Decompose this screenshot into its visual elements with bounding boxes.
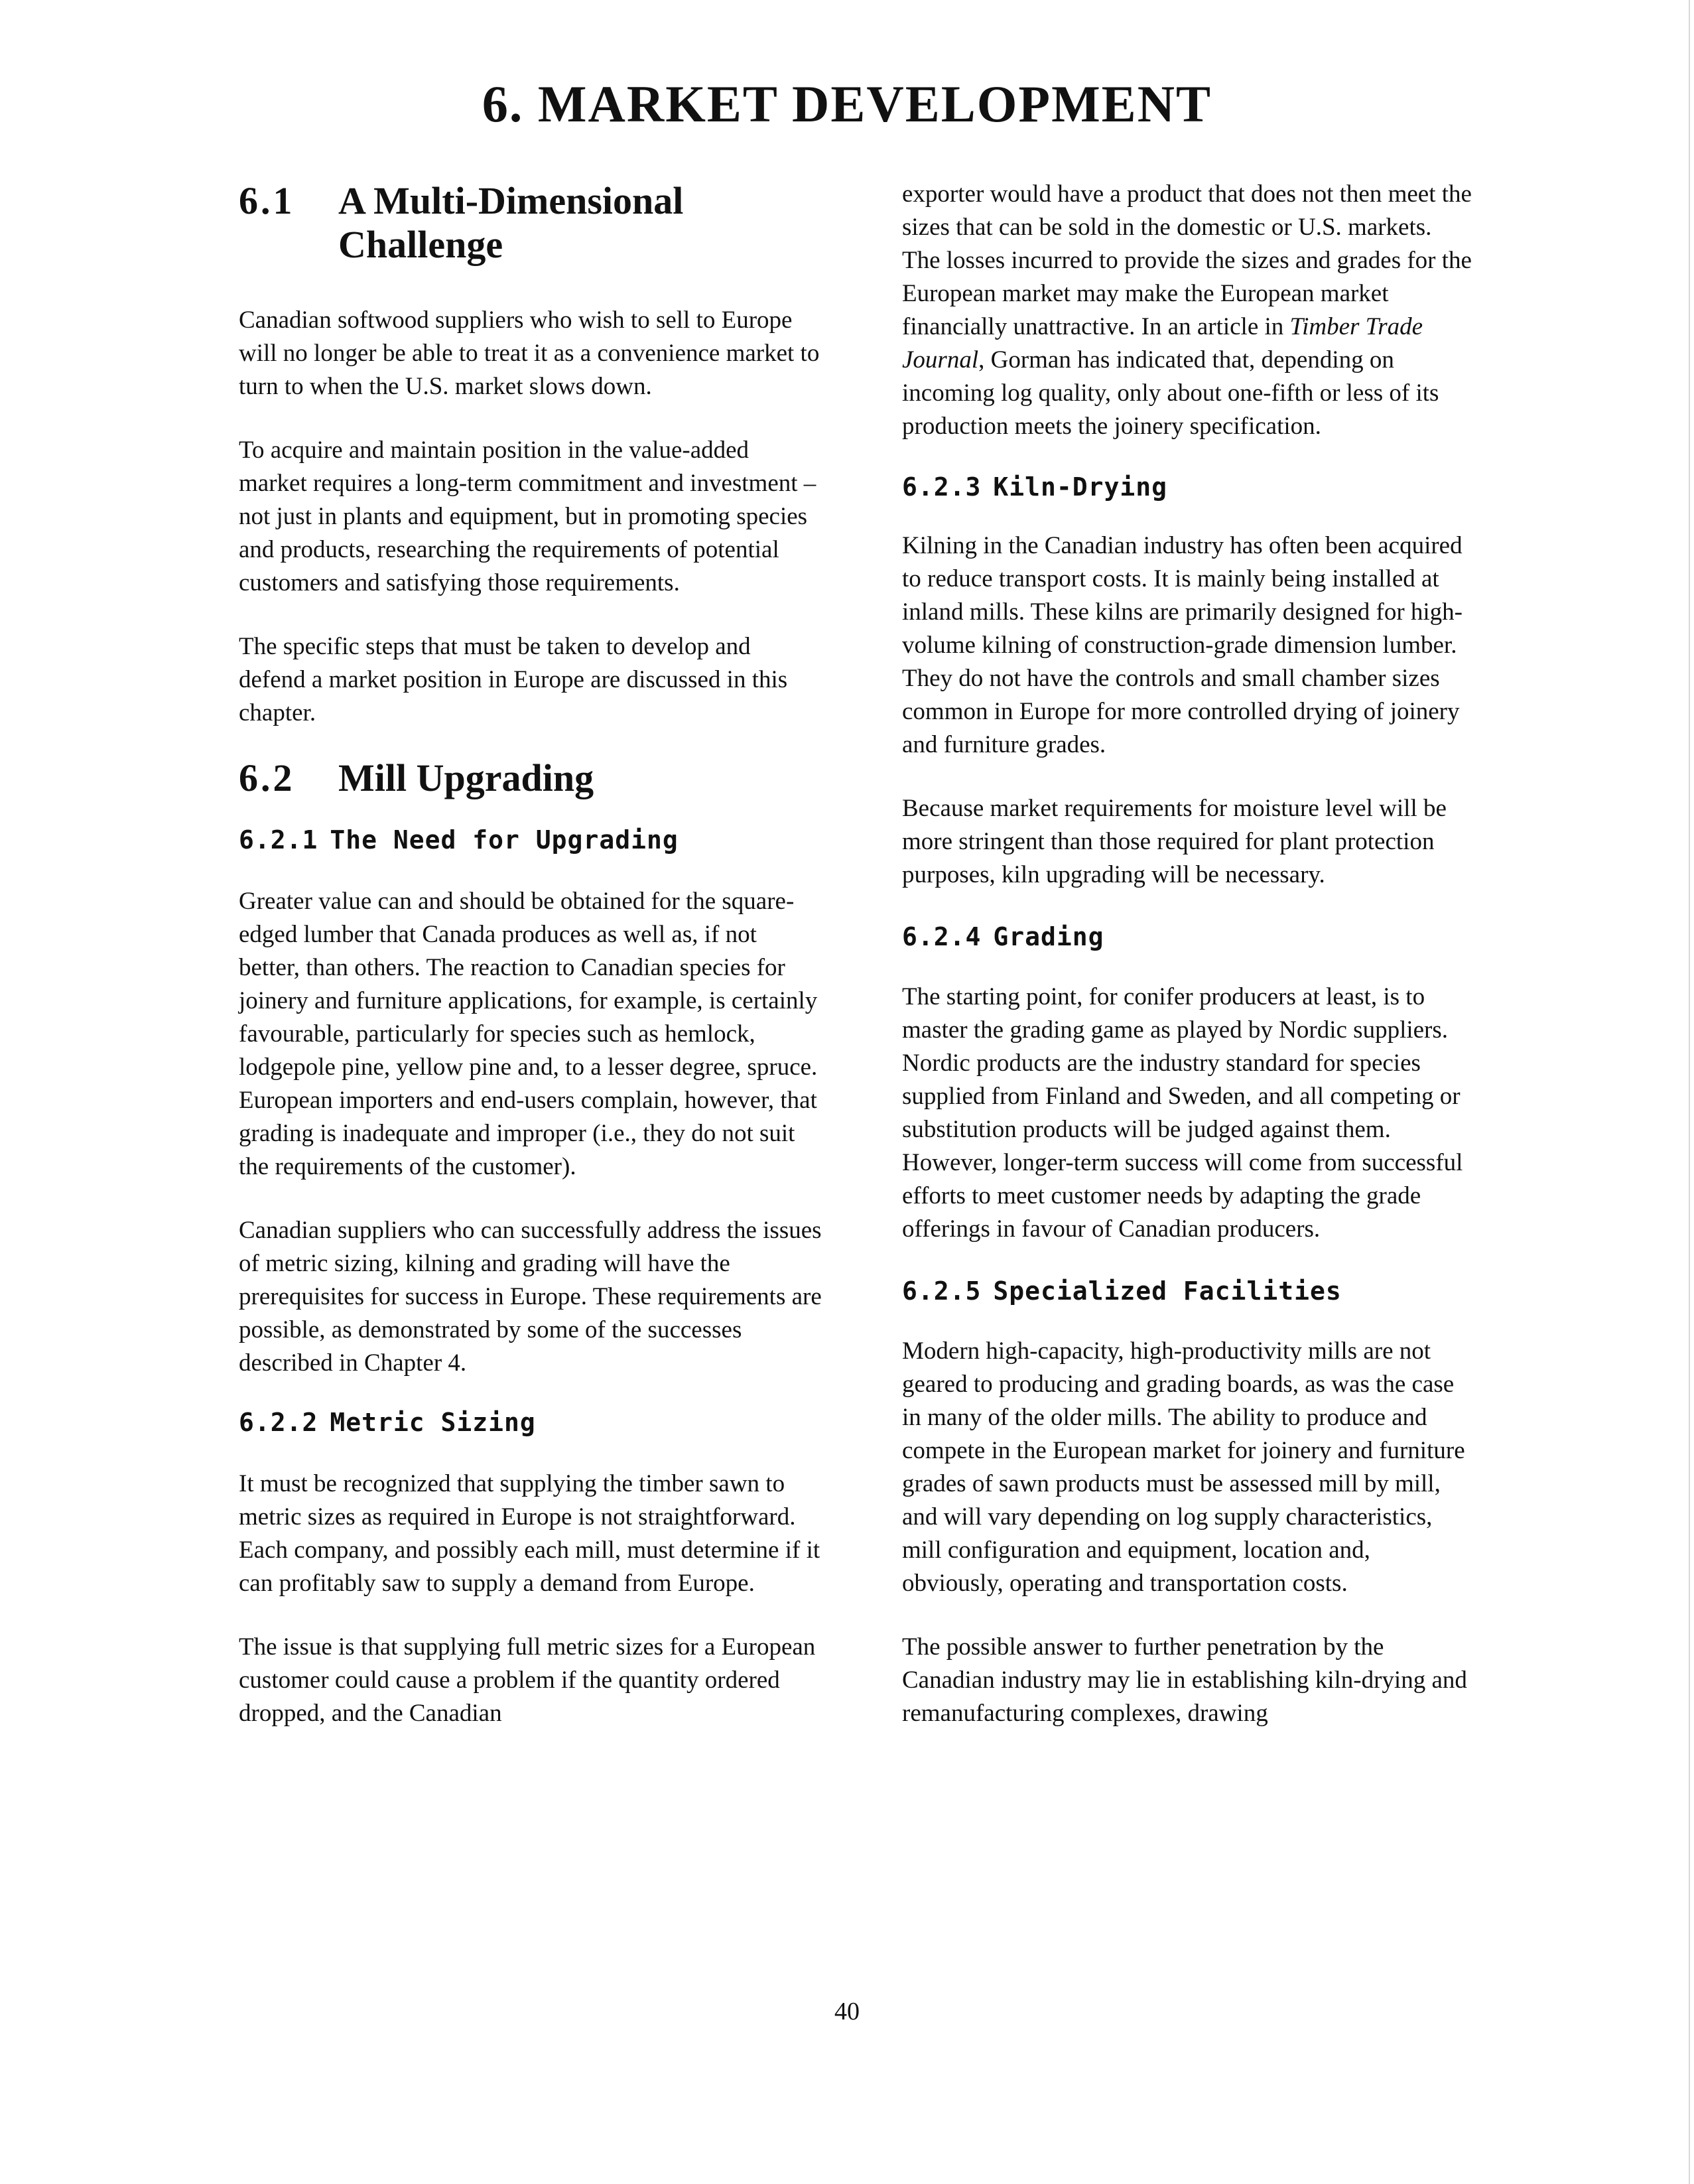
subsection-title: Grading [993, 922, 1104, 951]
paragraph: Greater value can and should be obtained for the square-edged lumber that Canada produces as well as, if not better, than others. The reaction to Canadian species for joinery and furniture applications, for example, is certainly favourable, particularly for species such as hemlock, lodgepole pine, yellow pine and, to a lesser degree, spruce. European importers and end-users complain, however, that grading is inadequate and improper (i.e., they do not suit the requirements of the customer). [239, 888, 818, 1180]
subsection-heading-6-2-4 [902, 922, 1472, 951]
journal-title: Timber Trade Journal [902, 313, 1423, 374]
subsection-number: 6.2.3 [902, 472, 982, 502]
section-title: Mill Upgrading [338, 756, 594, 799]
paragraph: Kilning in the Canadian industry has often been acquired to reduce transport costs. It is mainly being installed at inland mills. These kilns are primarily designed for high-volume kilning of construction-grade dimension lumber. They do not have the controls and small chamber sizes common in Europe for more controlled drying of joinery and furniture grades. [902, 532, 1463, 758]
paragraph: To acquire and maintain position in the value-added market requires a long-term commitment and investment – not just in plants and equipment, but in promoting species and products, researching the requirements of potential customers and satisfying those requirements. [239, 437, 816, 596]
paragraph: Canadian softwood suppliers who wish to sell to Europe will no longer be able to treat it as a convenience market to turn to when the U.S. market slows down. [239, 307, 820, 400]
section-heading-6-2 [239, 756, 822, 800]
paragraph: Canadian suppliers who can successfully address the issues of metric sizing, kilning and grading will have the prerequisites for success in Europe. These requirements are possible, as demonstrated by some of the successes described in Chapter 4. [239, 1217, 822, 1377]
text-span: , Gorman has indicated that, depending on incoming log quality, only about one-fifth or less of its production meets the joinery specification. [902, 346, 1439, 440]
paragraph: The specific steps that must be taken to develop and defend a market position in Europe are discussed in this chapter. [239, 633, 788, 726]
subsection-number: 6.2.5 [902, 1276, 982, 1306]
subsection-number: 6.2.1 [239, 825, 318, 854]
section-title: A Multi-Dimensional Challenge [338, 179, 684, 266]
right-column [902, 178, 1472, 1730]
paragraph: The starting point, for conifer producers at least, is to master the grading game as played by Nordic suppliers. Nordic products are the industry standard for species supplied from Finland and Sweden, and all competing or substitution products will be judged against them. However, longer-term success will come from successful efforts to meet customer needs by adapting the grade offerings in favour of Canadian producers. [902, 983, 1463, 1243]
section-number: 6.2 [239, 756, 295, 799]
page-number: 40 [834, 1998, 860, 2025]
left-column [239, 179, 822, 1730]
subsection-title: Metric Sizing [330, 1408, 536, 1437]
subsection-heading-6-2-1 [239, 825, 822, 854]
paragraph: Because market requirements for moisture level will be more stringent than those required for plant protection purposes, kiln upgrading will be necessary. [902, 795, 1447, 888]
section-heading-6-1 [239, 179, 822, 267]
subsection-heading-6-2-2 [239, 1408, 822, 1437]
paragraph: It must be recognized that supplying the timber sawn to metric sizes as required in Europe is not straightforward. Each company, and possibly each mill, must determine if it can profitably saw to supply a demand from Europe. [239, 1470, 820, 1597]
paragraph: The possible answer to further penetration by the Canadian industry may lie in establishing kiln-drying and remanufacturing complexes, drawing [902, 1633, 1467, 1727]
subsection-number: 6.2.2 [239, 1408, 318, 1437]
subsection-heading-6-2-3 [902, 472, 1472, 502]
subsection-title: Kiln-Drying [993, 472, 1168, 502]
subsection-title: The Need for Upgrading [330, 825, 679, 854]
scan-edge-line [1689, 0, 1690, 2184]
subsection-number: 6.2.4 [902, 922, 982, 951]
chapter-title: 6. MARKET DEVELOPMENT [482, 75, 1212, 133]
paragraph: The issue is that supplying full metric sizes for a European customer could cause a problem if the quantity ordered dropped, and the Canadian [239, 1633, 816, 1727]
text-span: exporter would have a product that does not then meet the sizes that can be sold in the domestic or U.S. markets. The losses incurred to provide the sizes and grades for the European market may make the European market financially unattractive. In an article in [902, 180, 1472, 340]
subsection-title: Specialized Facilities [993, 1276, 1342, 1306]
subsection-heading-6-2-5 [902, 1276, 1472, 1306]
paragraph-continued [902, 178, 1472, 443]
paragraph: Modern high-capacity, high-productivity mills are not geared to producing and grading boards, as was the case in many of the older mills. The ability to produce and compete in the European market for joinery and furniture grades of sawn products must be assessed mill by mill, and will vary depending on log supply characteristics, mill configuration and equipment, location and, obviously, operating and transportation costs. [902, 1337, 1465, 1597]
section-number: 6.1 [239, 179, 295, 222]
